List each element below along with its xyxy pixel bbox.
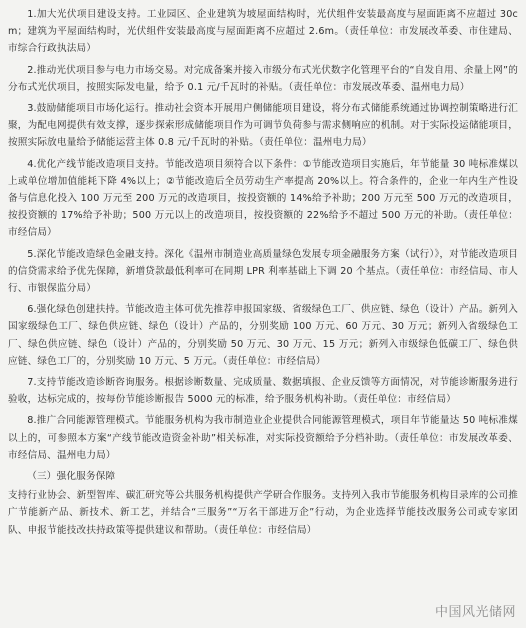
- policy-item-1: 1.加大光伏项目建设支持。工业园区、企业建筑为坡屋面结构时，光伏组件安装最高度与屋面距离不应超过 30cm；建筑为平屋面结构时，光伏组件安装最高度与屋面距离不应超过 2.6m。（责任单位：市发展改革委、市住建局、市综合行政执法局）: [8, 9, 518, 55]
- policy-item-4: 4.优化产线节能改造项目支持。节能改造项目须符合以下条件：①节能改造项目实施后，年节能量 30 吨标准煤以上或单位增加值能耗下降 4%以上；②节能改造后全员劳动生产率提高 20%以上。符合条件的，企业一年内生产性设备与信息化投入 100 万元至 200 万元的改造项目，按投资额的 14%给予补助；200 万元至 500 万元的改造项目，按投资额的 17%给予补助；500 万元以上的改造项目，按投资额的 22%给予不超过 500 万元的补助。（责任单位：市经信局）: [8, 158, 518, 239]
- policy-item-5: 5.深化节能改造绿色金融支持。深化《温州市制造业高质量绿色发展专项金融服务方案（试行）》，对节能改造项目的信贷需求给予优先保障，新增贷款最低利率可在同期 LPR 利率基础上下调 20 个基点。（责任单位：市经信局、市人行、市银保监分局）: [8, 248, 518, 295]
- closing-paragraph: 支持行业协会、新型智库、碳汇研究等公共服务机构提供产学研合作服务。支持列入我市节能服务机构目录库的公司推广节能新产品、新技术、新工艺，并结合“三服务”“万名干部进万企”行动，为企业选择节能技改服务公司或专家团队、申报节能技改扶持政策等提供建议和帮助。（责任单位：市经信局）: [8, 490, 518, 536]
- site-watermark: 中国风光储网: [434, 605, 516, 620]
- policy-item-8: 8.推广合同能源管理模式。节能服务机构为我市制造业企业提供合同能源管理模式，项目年节能量达 50 吨标准煤以上的，可参照本方案“产线节能改造资金补助”相关标准，对实际投资额给予分档补助。（责任单位：市发展改革委、市经信局、温州电力局）: [8, 415, 518, 461]
- policy-item-6: 6.强化绿色创建扶持。节能改造主体可优先推荐申报国家级、省级绿色工厂、供应链、绿色（设计）产品。新列入国家级绿色工厂、绿色供应链、绿色（设计）产品的，分别奖励 100 万元、60 万元、30 万元；新列入省级绿色工厂、绿色供应链、绿色（设计）产品的，分别奖励 50 万元、30 万元、15 万元；新列入市级绿色低碳工厂、绿色供应链、绿色工厂的，分别奖励 10 万元、5 万元。（责任单位：市经信局）: [8, 304, 518, 367]
- section-heading: （三）强化服务保障: [27, 471, 116, 483]
- policy-item-2: 2.推动光伏项目参与电力市场交易。对完成备案并接入市级分布式光伏数字化管理平台的“自发自用、余量上网”的分布式光伏项目，按照实际发电量，给予 0.1 元/千瓦时的补贴。（责任单位：市发展改革委、温州电力局）: [8, 64, 518, 93]
- policy-item-7: 7.支持节能改造诊断咨询服务。根据诊断数量、完成质量、数据填报、企业反馈等方面情况，对节能诊断服务进行验收，达标完成的，按每份节能诊断报告 5000 元的标准，给予服务机构补助。（责任单位：市经信局）: [8, 377, 518, 406]
- policy-item-3: 3.鼓励储能项目市场化运行。推动社会资本开展用户侧储能项目建设，将分布式储能系统通过协调控制策略进行汇聚，为配电网提供有效支撑，逐步探索形成储能项目作为可调节负荷参与需求侧响应的机制。对于实际投运储能项目，按照实际放电量给予储能运营主体 0.8 元/千瓦时的补贴。（责任单位：温州电力局）: [8, 103, 518, 149]
